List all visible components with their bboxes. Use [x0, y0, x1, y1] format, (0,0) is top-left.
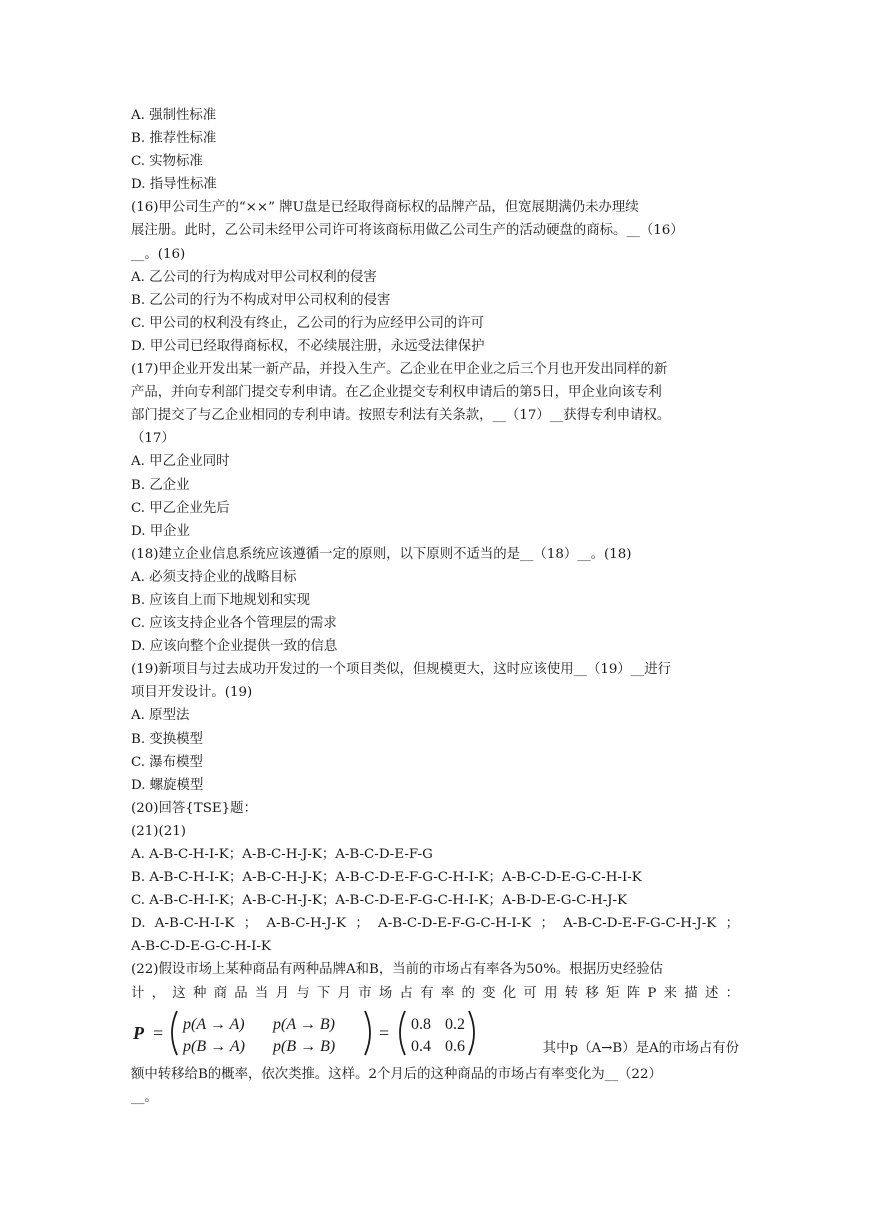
q16-option-a: A. 乙公司的行为构成对甲公司权利的侵害	[131, 269, 377, 285]
q19-option-c: C. 瀑布模型	[131, 754, 203, 770]
q19-block	[131, 658, 739, 797]
matrix-value-ab: 0.2	[445, 1015, 465, 1033]
q21-stem: (21)(21)	[131, 823, 186, 839]
matrix-cell-bb: p(B → B)	[273, 1037, 336, 1055]
q19-option-a: A. 原型法	[131, 708, 190, 724]
q18-option-c: C. 应该支持企业各个管理层的需求	[131, 616, 337, 632]
q21-block	[131, 820, 739, 959]
matrix-value-bb: 0.6	[445, 1037, 465, 1055]
q22-block	[131, 958, 739, 1108]
matrix-equals-2: =	[379, 1022, 390, 1043]
matrix-right-paren-2	[469, 1011, 474, 1055]
q18-option-d: D. 应该向整个企业提供一致的信息	[131, 639, 338, 655]
q22-tail-line-3: __。	[131, 1089, 158, 1105]
q15-option-d: D. 指导性标准	[131, 177, 217, 193]
exam-page	[131, 104, 739, 1109]
q22-tail-line-2: 额中转移给B的概率，依次类推。这样。2个月后的这种商品的市场占有率变化为__（22）	[131, 1066, 662, 1082]
q15-option-a: A. 强制性标准	[131, 108, 217, 123]
q17-stem-line-4: （17）	[131, 431, 175, 447]
q18-option-b: B. 应该自上而下地规划和实现	[131, 592, 311, 608]
q18-stem-line-1: (18)建立企业信息系统应该遵循一定的原则，以下原则不适当的是__（18）__。(18)	[131, 546, 632, 562]
q16-stem-line-2: 展注册。此时，乙公司未经甲公司许可将该商标用做乙公司生产的活动硬盘的商标。__（16）	[131, 223, 684, 239]
q20-stem: (20)回答{TSE}题：	[131, 800, 257, 816]
q17-option-b: B. 乙企业	[131, 477, 190, 493]
q19-option-d: D. 螺旋模型	[131, 777, 204, 793]
q16-option-c: C. 甲公司的权利没有终止，乙公司的行为应经甲公司的许可	[131, 315, 485, 331]
q15-option-b: B. 推荐性标准	[131, 131, 217, 147]
matrix-symbol: P	[133, 1022, 144, 1043]
matrix-value-ba: 0.4	[411, 1037, 431, 1055]
q21-option-c: C. A-B-C-H-I-K；A-B-C-H-J-K；A-B-C-D-E-F-G-C-H-I-K；A-B-D-E-G-C-H-J-K	[131, 893, 628, 909]
q17-stem-line-2: 产品，并向专利部门提交专利申请。在乙企业提交专利权申请后的第5日，甲企业向该专利	[131, 385, 662, 401]
q21-option-d: D. A-B-C-H-I-K ； A-B-C-H-J-K ； A-B-C-D-E-F-G-C-H-I-K ； A-B-C-D-E-F-G-C-H-J-K ；	[131, 916, 739, 932]
matrix-equals: =	[153, 1022, 164, 1043]
q22-tail-line-1: 其中p（A→B）是A的市场占有份	[542, 1040, 739, 1056]
q17-stem-line-1: (17)甲企业开发出某一新产品，并投入生产。乙企业在甲企业之后三个月也开发出同样的新	[131, 362, 668, 378]
q21-option-a: A. A-B-C-H-I-K；A-B-C-H-J-K；A-B-C-D-E-F-G	[131, 847, 433, 862]
q21-option-d-continued: A-B-C-D-E-G-C-H-I-K	[131, 939, 271, 955]
q21-option-b: B. A-B-C-H-I-K；A-B-C-H-J-K；A-B-C-D-E-F-G-C-H-I-K；A-B-C-D-E-G-C-H-I-K	[131, 870, 642, 886]
q15-option-c: C. 实物标准	[131, 154, 203, 170]
q18-option-a: A. 必须支持企业的战略目标	[131, 569, 297, 585]
q19-option-b: B. 变换模型	[131, 731, 203, 747]
q17-block	[131, 358, 739, 543]
matrix-cell-ba: p(B → A)	[183, 1037, 245, 1055]
q22-stem-line-1: (22)假设市场上某种商品有两种品牌A和B，当前的市场占有率各为50%。根据历史经验估	[131, 962, 664, 978]
matrix-left-paren-2	[400, 1011, 405, 1055]
q17-option-c: C. 甲乙企业先后	[131, 500, 230, 516]
matrix-cell-aa: p(A → A)	[183, 1015, 245, 1033]
matrix-left-paren-1	[172, 1011, 177, 1055]
q15-options	[131, 104, 739, 196]
q17-stem-line-3: 部门提交了与乙企业相同的专利申请。按照专利法有关条款，__（17）__获得专利申请权。	[131, 408, 671, 424]
q17-option-d: D. 甲企业	[131, 523, 190, 539]
q19-stem-line-1: (19)新项目与过去成功开发过的一个项目类似，但规模更大，这时应该使用__（19）__进行	[131, 662, 671, 678]
q16-block	[131, 196, 739, 358]
transition-matrix	[133, 1007, 477, 1059]
q18-block	[131, 543, 739, 658]
q22-matrix-row	[131, 1007, 739, 1063]
q19-stem-line-2: 项目开发设计。(19)	[131, 685, 253, 701]
q22-stem-line-2: 计，这种商品当月与下月市场占有率的变化可用转移矩阵P来描述：	[131, 985, 739, 1001]
q16-stem-line-1: (16)甲公司生产的“××” 牌U盘是已经取得商标权的品牌产品，但宽展期满仍未办理续	[131, 200, 639, 216]
matrix-right-paren-1	[365, 1011, 370, 1055]
matrix-value-aa: 0.8	[411, 1015, 431, 1033]
q17-option-a: A. 甲乙企业同时	[131, 454, 230, 470]
q16-stem-line-3: __。(16)	[131, 246, 186, 262]
q16-option-b: B. 乙公司的行为不构成对甲公司权利的侵害	[131, 292, 391, 308]
matrix-cell-ab: p(A → B)	[273, 1015, 335, 1033]
q16-option-d: D. 甲公司已经取得商标权，不必续展注册，永远受法律保护	[131, 338, 485, 354]
